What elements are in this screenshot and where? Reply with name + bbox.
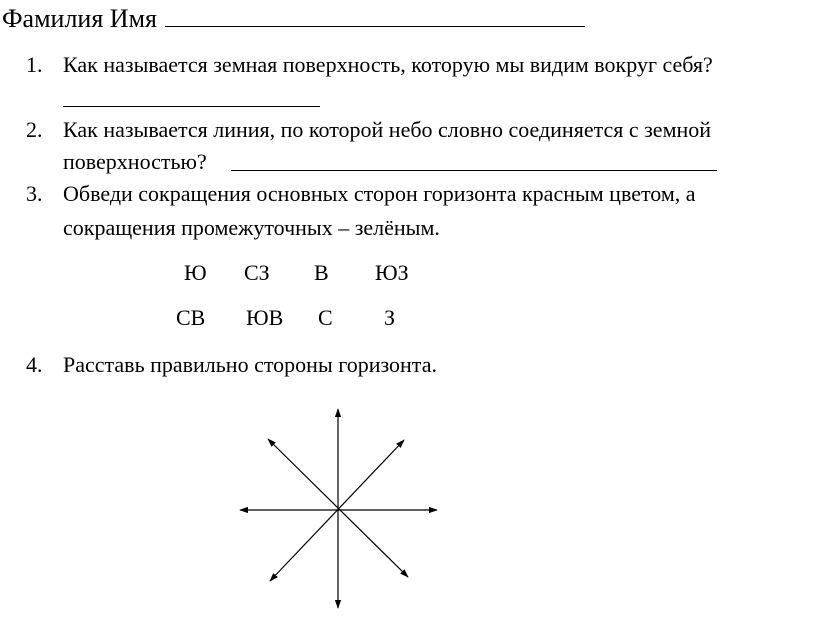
- question-text: Как называется земная поверхность, которую мы видим вокруг себя?: [63, 52, 713, 77]
- question-text-cont: сокращения промежуточных – зелёным.: [63, 215, 440, 240]
- name-label: Фамилия Имя: [2, 4, 157, 33]
- question-text-cont: поверхностью?: [63, 149, 207, 174]
- abbr-item[interactable]: С: [318, 305, 333, 330]
- question-text: Обведи сокращения основных сторон горизонта красным цветом, а: [63, 181, 696, 206]
- abbr-item[interactable]: СЗ: [244, 260, 270, 285]
- abbr-item[interactable]: СВ: [176, 305, 206, 330]
- question-number: 3.: [26, 181, 43, 206]
- abbr-item[interactable]: ЮЗ: [375, 260, 409, 285]
- abbr-item[interactable]: В: [314, 260, 329, 285]
- question-number: 4.: [26, 352, 43, 377]
- question-number: 2.: [26, 117, 43, 142]
- question-text: Расставь правильно стороны горизонта.: [63, 352, 437, 377]
- question-number: 1.: [26, 52, 43, 77]
- abbr-item[interactable]: Ю: [184, 260, 207, 285]
- abbr-item[interactable]: З: [384, 305, 396, 330]
- question-text: Как называется линия, по которой небо словно соединяется с земной: [63, 117, 712, 142]
- abbr-item[interactable]: ЮВ: [246, 305, 284, 330]
